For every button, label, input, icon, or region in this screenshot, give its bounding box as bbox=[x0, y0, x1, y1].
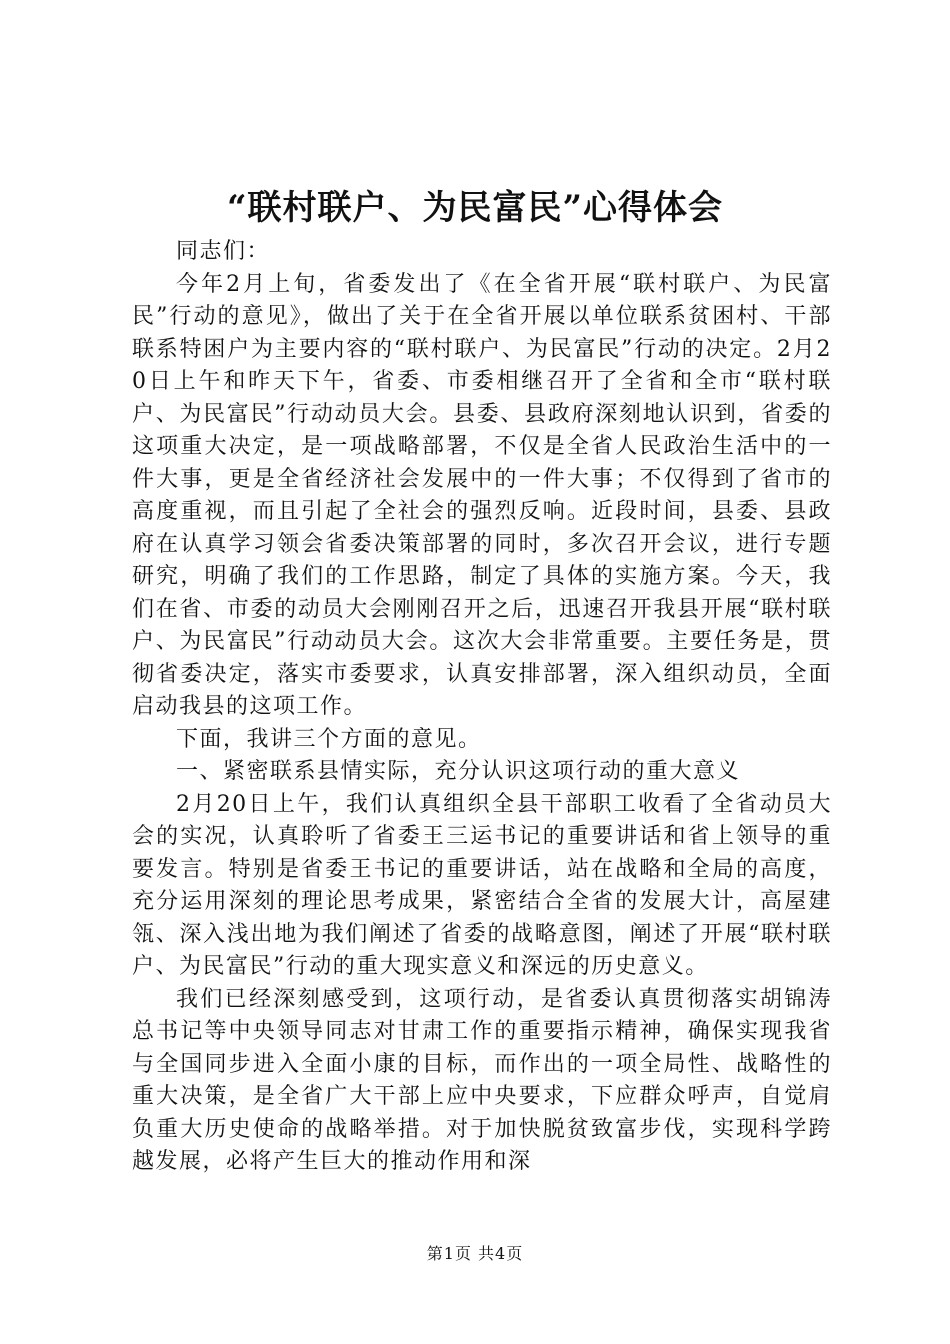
document-body bbox=[132, 236, 832, 1179]
document-title: “联村联户、为民富民”心得体会 bbox=[226, 188, 724, 228]
transition-paragraph: 下面，我讲三个方面的意见。 bbox=[176, 726, 482, 752]
section-heading: 一、紧密联系县情实际，充分认识这项行动的重大意义 bbox=[176, 759, 741, 784]
page-footer: 第1页 共4页 bbox=[426, 1244, 524, 1263]
intro-paragraph: 今年2月上旬，省委发出了《在全省开展“联村联户、为民富民”行动的意见》，做出了关于在全省开展以单位联系贫困村、干部联系特困户为主要内容的“联村联户、为民富民”行动的决定。2月20日上午和昨天下午，省委、市委相继召开了全省和全市“联村联户、为民富民”行动动员大会。县委、县政府深刻地认识到，省委的这项重大决定，是一项战略部署，不仅是全省人民政治生活中的一件大事，更是全省经济社会发展中的一件大事；不仅得到了省市的高度重视，而且引起了全社会的强烈反响。近段时间，县委、县政府在认真学习领会省委决策部署的同时，多次召开会议，进行专题研究，明确了我们的工作思路，制定了具体的实施方案。今天，我们在省、市委的动员大会刚刚召开之后，迅速召开我县开展“联村联户、为民富民”行动动员大会。这次大会非常重要。主要任务是，贯彻省委决定，落实市委要求，认真安排部署，深入组织动员，全面启动我县的这项工作。 bbox=[132, 271, 832, 719]
body-paragraph: 我们已经深刻感受到，这项行动，是省委认真贯彻落实胡锦涛总书记等中央领导同志对甘肃工作的重要指示精神，确保实现我省与全国同步进入全面小康的目标，而作出的一项全局性、战略性的重大决策，是全省广大干部上应中央要求，下应群众呼声，自觉肩负重大历史使命的战略举措。对于加快脱贫致富步伐，实现科学跨越发展，必将产生巨大的推动作用和深 bbox=[132, 986, 832, 1174]
salutation-paragraph: 同志们： bbox=[176, 239, 271, 264]
body-paragraph: 2月20日上午，我们认真组织全县干部职工收看了全省动员大会的实况，认真聆听了省委王三运书记的重要讲话和省上领导的重要发言。特别是省委王书记的重要讲话，站在战略和全局的高度，充分运用深刻的理论思考成果，紧密结合全省的发展大计，高屋建瓴、深入浅出地为我们阐述了省委的战略意图，阐述了开展“联村联户、为民富民”行动的重大现实意义和深远的历史意义。 bbox=[132, 791, 832, 979]
